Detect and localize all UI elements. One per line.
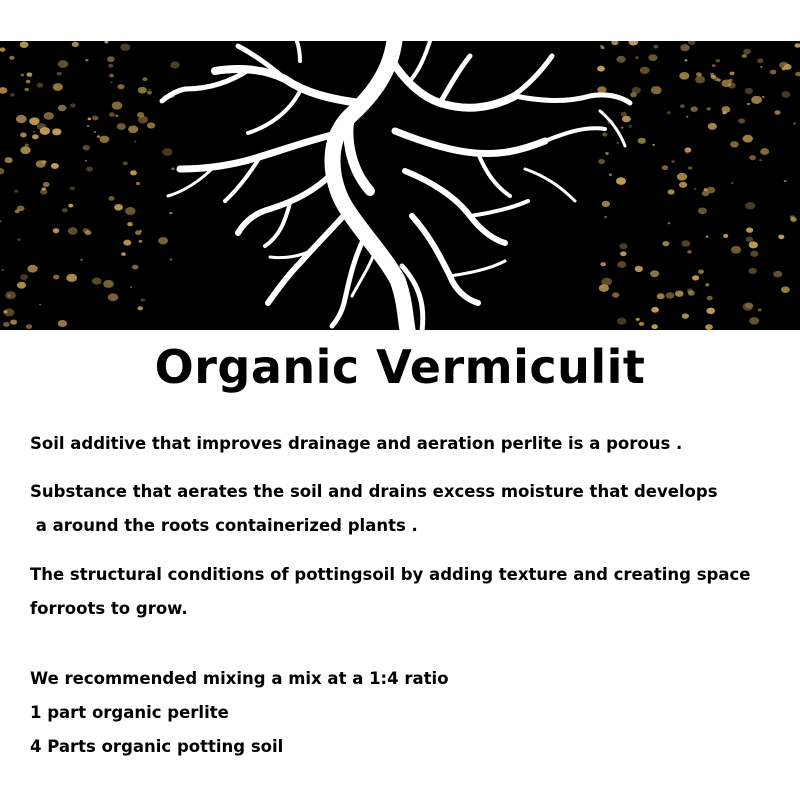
gold-speck — [141, 298, 145, 301]
gold-speck — [17, 282, 26, 289]
gold-speck — [128, 126, 138, 134]
gold-speck — [686, 152, 688, 154]
gold-speck — [88, 118, 92, 121]
gold-speck — [604, 216, 607, 218]
gold-speck — [667, 111, 671, 114]
gold-speck — [100, 136, 110, 143]
gold-speck — [653, 45, 658, 49]
gold-speck — [602, 133, 607, 137]
gold-speck — [0, 87, 7, 94]
gold-speck — [696, 72, 702, 76]
gold-speck — [762, 96, 765, 98]
gold-speck — [698, 270, 704, 274]
gold-speck — [109, 112, 115, 117]
gold-speck — [685, 59, 688, 61]
gold-speck — [33, 131, 36, 133]
gold-speck — [10, 93, 15, 97]
gold-speck — [692, 275, 699, 280]
gold-speck — [795, 72, 800, 77]
gold-speck — [638, 138, 646, 144]
gold-speck — [9, 56, 14, 60]
gold-speck — [750, 251, 758, 257]
gold-speck — [66, 274, 77, 282]
gold-speck — [601, 46, 605, 49]
gold-speck — [0, 220, 2, 222]
description-paragraph-3 — [30, 558, 780, 626]
gold-speck — [62, 208, 68, 212]
gold-speck — [597, 86, 606, 93]
gold-speck — [617, 261, 626, 268]
gold-speck — [679, 182, 687, 188]
gold-speck — [774, 110, 780, 115]
gold-speck — [115, 115, 118, 117]
gold-speck — [685, 147, 692, 152]
gold-speck — [662, 241, 669, 246]
gold-speck — [731, 182, 734, 184]
gold-speck — [14, 190, 18, 193]
gold-speck — [32, 134, 39, 139]
gold-speck — [773, 271, 782, 278]
gold-speck — [729, 72, 734, 76]
gold-speck — [20, 146, 30, 154]
gold-speck — [107, 56, 115, 62]
gold-speck — [751, 96, 762, 104]
gold-speck — [40, 127, 50, 135]
mix-ratio-instructions — [30, 662, 780, 764]
gold-speck — [17, 206, 25, 212]
gold-speck — [666, 292, 675, 299]
gold-speck — [85, 230, 92, 235]
root-illustration — [0, 41, 800, 330]
root-icon — [162, 41, 630, 330]
gold-speck — [26, 80, 31, 84]
gold-speck — [3, 310, 7, 313]
gold-speck — [26, 324, 32, 329]
text-line: Soil additive that improves drainage and aeration perlite is a porous . — [30, 434, 683, 453]
gold-speck — [600, 262, 606, 266]
gold-speck — [0, 168, 4, 174]
gold-speck — [68, 227, 78, 234]
gold-speck — [117, 123, 126, 130]
gold-speck — [746, 237, 753, 243]
gold-speck — [87, 125, 90, 127]
gold-speck — [749, 317, 759, 325]
gold-speck — [171, 168, 175, 171]
gold-speck — [20, 274, 28, 280]
gold-speck — [680, 104, 685, 108]
gold-speck — [616, 56, 625, 63]
gold-speck — [611, 41, 618, 45]
gold-speck — [712, 64, 715, 67]
gold-speck — [148, 89, 150, 91]
gold-speck — [92, 116, 98, 121]
gold-speck — [705, 283, 709, 286]
gold-speck — [5, 291, 16, 299]
gold-speck — [706, 236, 709, 238]
gold-speck — [110, 81, 112, 83]
gold-speck — [668, 222, 671, 224]
gold-speck — [162, 148, 172, 156]
gold-speck — [70, 187, 75, 191]
description-paragraph-2 — [30, 475, 780, 543]
gold-speck — [639, 322, 644, 326]
gold-speck — [651, 307, 659, 313]
gold-speck — [620, 251, 626, 256]
root-banner-image — [0, 41, 800, 330]
gold-speck — [43, 182, 50, 187]
gold-speck — [108, 196, 114, 201]
gold-speck — [651, 86, 662, 94]
gold-speck — [688, 41, 696, 45]
gold-speck — [21, 74, 25, 77]
gold-speck — [652, 144, 655, 146]
gold-speck — [713, 77, 718, 81]
gold-speck — [790, 217, 796, 222]
gold-speck — [94, 131, 96, 133]
gold-speck — [687, 250, 692, 254]
gold-speck — [599, 284, 609, 292]
gold-speck — [158, 237, 168, 244]
gold-speck — [635, 266, 643, 272]
gold-speck — [170, 62, 179, 69]
gold-speck — [86, 167, 93, 172]
gold-speck — [721, 106, 730, 113]
gold-speck — [749, 268, 757, 274]
gold-speck — [92, 278, 102, 285]
gold-speck — [707, 107, 711, 110]
gold-speck — [758, 308, 762, 311]
gold-speck — [706, 308, 715, 314]
gold-speck — [742, 54, 747, 58]
gold-speck — [675, 291, 684, 297]
gold-speck — [745, 88, 753, 94]
gold-speck — [681, 240, 690, 247]
gold-speck — [42, 160, 47, 164]
gold-speck — [42, 187, 46, 190]
gold-speck — [0, 47, 5, 51]
ratio-line: 1 part organic perlite — [30, 703, 229, 722]
gold-speck — [85, 59, 88, 61]
gold-speck — [53, 83, 63, 91]
gold-speck — [68, 204, 73, 208]
description-paragraph-1 — [30, 427, 780, 461]
gold-speck — [53, 275, 59, 280]
gold-speck — [662, 165, 668, 170]
gold-speck — [120, 44, 130, 51]
gold-speck — [686, 116, 688, 118]
gold-speck — [17, 238, 21, 241]
gold-speck — [136, 182, 140, 185]
gold-speck — [677, 173, 687, 181]
gold-speck — [795, 43, 800, 48]
gold-speck — [746, 227, 753, 232]
gold-speck — [605, 152, 609, 155]
gold-speck — [58, 60, 68, 68]
gold-speck — [635, 56, 639, 59]
gold-speck — [147, 122, 155, 128]
gold-speck — [147, 91, 152, 95]
gold-speck — [20, 41, 29, 48]
gold-speck — [707, 296, 713, 301]
gold-speck — [760, 148, 769, 155]
gold-speck — [745, 302, 753, 308]
gold-speck — [97, 135, 100, 138]
gold-speck — [770, 70, 776, 75]
gold-speck — [716, 59, 720, 62]
gold-speck — [16, 115, 27, 123]
gold-speck — [37, 83, 44, 88]
gold-speck — [628, 125, 632, 128]
gold-speck — [57, 72, 62, 76]
gold-speck — [682, 313, 689, 318]
gold-speck — [72, 42, 79, 47]
gold-speck — [784, 180, 787, 182]
gold-speck — [747, 103, 750, 105]
gold-speck — [760, 66, 762, 68]
gold-speck — [629, 41, 639, 46]
gold-speck — [108, 64, 113, 68]
gold-speck — [51, 163, 59, 169]
gold-speck — [114, 204, 123, 211]
page-title: Organic Vermiculit — [154, 340, 646, 394]
gold-speck — [39, 304, 41, 306]
gold-speck — [108, 293, 119, 301]
text-line: forroots to grow. — [30, 599, 188, 618]
gold-speck — [619, 243, 627, 249]
gold-speck — [705, 324, 713, 330]
gold-speck — [104, 41, 108, 44]
gold-speck — [123, 240, 131, 246]
text-line: Substance that aerates the soil and drains excess moisture that develops — [30, 482, 718, 501]
gold-speck — [85, 160, 87, 162]
gold-speck — [112, 102, 123, 110]
gold-speck — [695, 76, 705, 84]
gold-speck — [731, 246, 741, 254]
gold-speck — [622, 116, 631, 123]
gold-speck — [125, 207, 136, 215]
gold-speck — [650, 270, 659, 277]
gold-speck — [53, 228, 60, 233]
gold-speck — [694, 188, 697, 190]
gold-speck — [657, 293, 665, 299]
gold-speck — [679, 72, 689, 80]
gold-speck — [723, 234, 728, 238]
gold-speck — [757, 59, 763, 64]
gold-speck — [749, 241, 758, 248]
gold-speck — [70, 103, 76, 107]
gold-speck — [5, 157, 13, 163]
gold-speck — [137, 306, 143, 310]
gold-speck — [20, 133, 27, 138]
gold-speck — [632, 87, 641, 94]
gold-speck — [781, 286, 790, 293]
gold-speck — [778, 235, 784, 240]
gold-speck — [118, 84, 125, 89]
gold-speck — [617, 318, 627, 325]
gold-speck — [134, 141, 136, 143]
gold-speck — [27, 72, 33, 76]
gold-speck — [721, 80, 731, 88]
gold-speck — [121, 252, 125, 255]
gold-speck — [132, 265, 139, 270]
gold-speck — [690, 106, 697, 112]
gold-speck — [123, 161, 128, 165]
gold-speck — [27, 265, 37, 273]
gold-speck — [169, 212, 172, 214]
gold-speck — [782, 91, 791, 98]
gold-speck — [743, 49, 751, 55]
gold-speck — [612, 292, 619, 297]
gold-speck — [668, 189, 675, 194]
gold-speck — [109, 74, 114, 78]
gold-speck — [636, 318, 640, 321]
gold-speck — [170, 258, 173, 260]
gold-speck — [25, 88, 29, 91]
gold-speck — [621, 127, 624, 129]
gold-speck — [58, 320, 67, 327]
gold-speck — [103, 280, 114, 288]
gold-speck — [708, 123, 717, 130]
gold-speck — [616, 177, 626, 185]
gold-speck — [44, 112, 54, 120]
gold-speck — [25, 144, 29, 147]
gold-speck — [706, 187, 715, 194]
text-line: a around the roots containerized plants . — [30, 516, 418, 535]
gold-speck — [687, 289, 693, 293]
gold-speck — [127, 222, 133, 226]
gold-speck — [779, 62, 788, 69]
gold-speck — [640, 67, 650, 74]
gold-speck — [738, 118, 745, 123]
gold-speck — [130, 170, 137, 175]
gold-speck — [58, 105, 67, 111]
gold-speck — [2, 269, 4, 271]
gold-speck — [704, 188, 708, 191]
gold-speck — [598, 159, 605, 164]
gold-speck — [672, 160, 675, 162]
gold-speck — [749, 155, 756, 160]
gold-speck — [743, 135, 753, 143]
gold-speck — [617, 142, 620, 144]
ratio-line: We recommended mixing a mix at a 1:4 ratio — [30, 669, 449, 688]
gold-speck — [652, 324, 658, 329]
gold-speck — [602, 201, 610, 207]
gold-speck — [621, 112, 627, 117]
gold-speck — [745, 202, 755, 210]
gold-speck — [52, 128, 61, 135]
gold-speck — [80, 259, 83, 261]
gold-speck — [130, 286, 132, 288]
gold-speck — [688, 166, 692, 169]
gold-speck — [609, 173, 612, 176]
gold-speck — [138, 116, 148, 124]
gold-speck — [793, 122, 796, 124]
gold-speck — [759, 159, 762, 161]
gold-speck — [83, 145, 90, 150]
gold-speck — [142, 77, 147, 81]
gold-speck — [139, 240, 143, 243]
gold-speck — [138, 87, 147, 94]
gold-speck — [597, 66, 605, 72]
gold-speck — [730, 141, 739, 147]
gold-speck — [648, 54, 657, 61]
gold-speck — [135, 230, 141, 235]
gold-speck — [698, 208, 707, 215]
gold-speck — [10, 320, 17, 325]
gold-speck — [29, 117, 39, 125]
gold-speck — [680, 44, 689, 51]
gold-speck — [3, 322, 10, 327]
ratio-line: 4 Parts organic potting soil — [30, 737, 284, 756]
text-line: The structural conditions of pottingsoil by adding texture and creating space — [30, 565, 751, 584]
